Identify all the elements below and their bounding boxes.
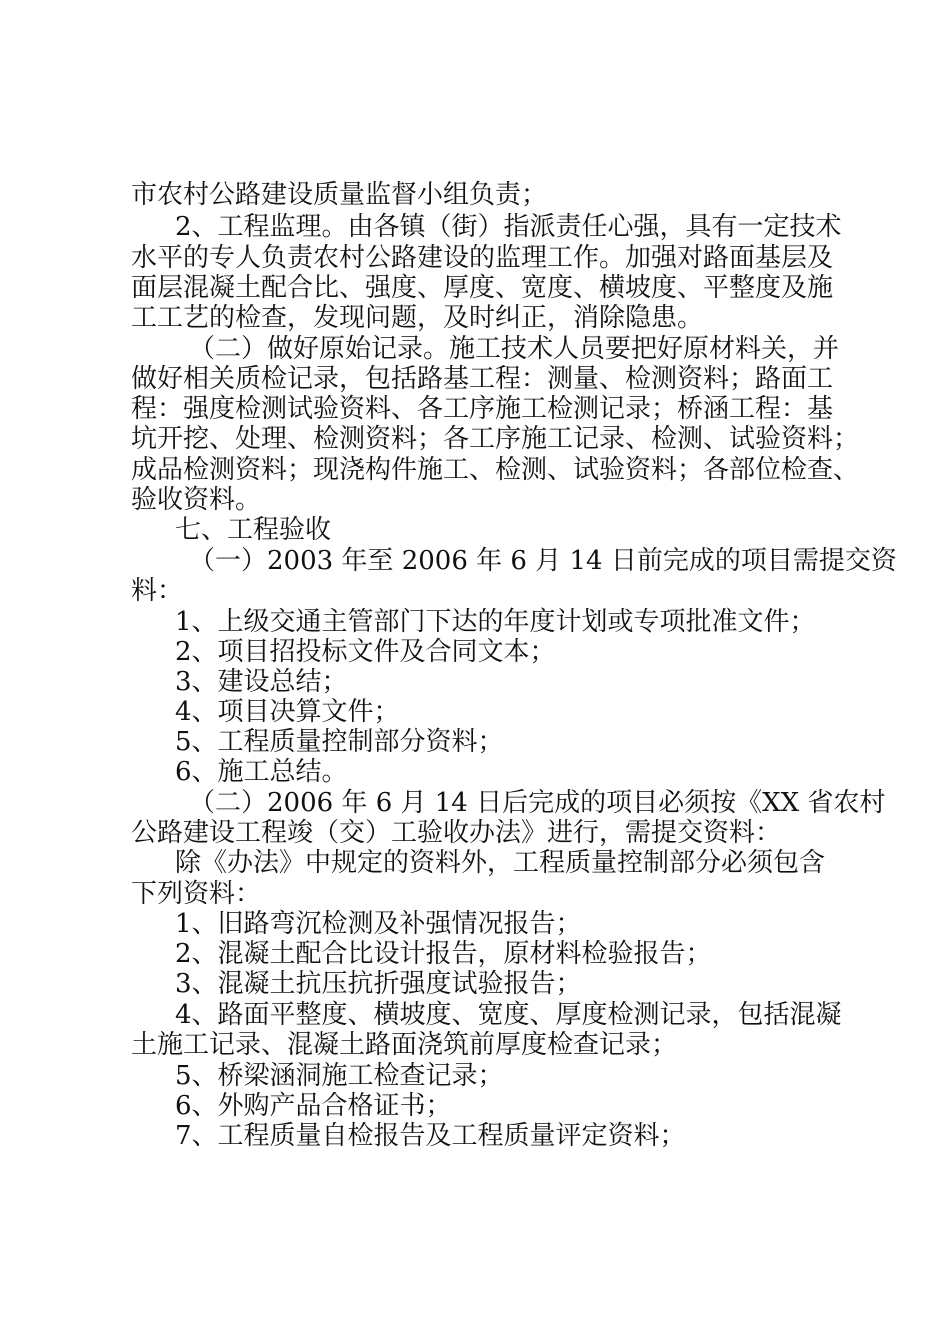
text-line: 程：强度检测试验资料、各工序施工检测记录；桥涵工程：基 xyxy=(131,394,834,424)
list-item: 1、上级交通主管部门下达的年度计划或专项批准文件； xyxy=(175,607,816,637)
text-line: 做好相关质检记录，包括路基工程：测量、检测资料；路面工 xyxy=(131,364,834,394)
text-line: 验收资料。 xyxy=(131,485,262,515)
list-item: 7、工程质量自检报告及工程质量评定资料； xyxy=(175,1121,686,1151)
list-item: 4、路面平整度、横坡度、宽度、厚度检测记录，包括混凝 xyxy=(175,1000,842,1030)
list-item: 3、混凝土抗压抗折强度试验报告； xyxy=(175,969,582,999)
text-line: 坑开挖、处理、检测资料；各工序施工记录、检测、试验资料； xyxy=(131,424,860,454)
list-item: 4、项目决算文件； xyxy=(175,697,400,727)
list-item: 2、混凝土配合比设计报告，原材料检验报告； xyxy=(175,939,712,969)
text-line: 成品检测资料；现浇构件施工、检测、试验资料；各部位检查、 xyxy=(131,455,860,485)
text-line: （二）做好原始记录。施工技术人员要把好原材料关，并 xyxy=(189,334,840,364)
text-line: 2、工程监理。由各镇（街）指派责任心强，具有一定技术 xyxy=(175,212,842,242)
list-item: 2、项目招投标文件及合同文本； xyxy=(175,637,556,667)
list-item: 5、桥梁涵洞施工检查记录； xyxy=(175,1061,504,1091)
text-line: 市农村公路建设质量监督小组负责； xyxy=(131,180,548,210)
text-line: （二）2006 年 6 月 14 日后完成的项目必须按《XX 省农村 xyxy=(189,788,886,818)
list-item: 1、旧路弯沉检测及补强情况报告； xyxy=(175,909,582,939)
text-line: 工工艺的检查，发现问题，及时纠正，消除隐患。 xyxy=(131,303,704,333)
text-line: 土施工记录、混凝土路面浇筑前厚度检查记录； xyxy=(131,1030,678,1060)
text-line: 除《办法》中规定的资料外，工程质量控制部分必须包含 xyxy=(175,848,826,878)
text-line: 面层混凝土配合比、强度、厚度、宽度、横坡度、平整度及施 xyxy=(131,273,834,303)
text-line: 公路建设工程竣（交）工验收办法》进行，需提交资料： xyxy=(131,818,782,848)
text-line: 下列资料： xyxy=(131,879,262,909)
text-line: 水平的专人负责农村公路建设的监理工作。加强对路面基层及 xyxy=(131,243,834,273)
list-item: 3、建设总结； xyxy=(175,667,348,697)
list-item: 6、外购产品合格证书； xyxy=(175,1091,452,1121)
text-line: （一）2003 年至 2006 年 6 月 14 日前完成的项目需提交资 xyxy=(189,546,897,576)
list-item: 6、施工总结。 xyxy=(175,757,348,787)
text-line: 料： xyxy=(131,576,184,606)
list-item: 5、工程质量控制部分资料； xyxy=(175,727,504,757)
section-heading: 七、工程验收 xyxy=(175,515,332,545)
